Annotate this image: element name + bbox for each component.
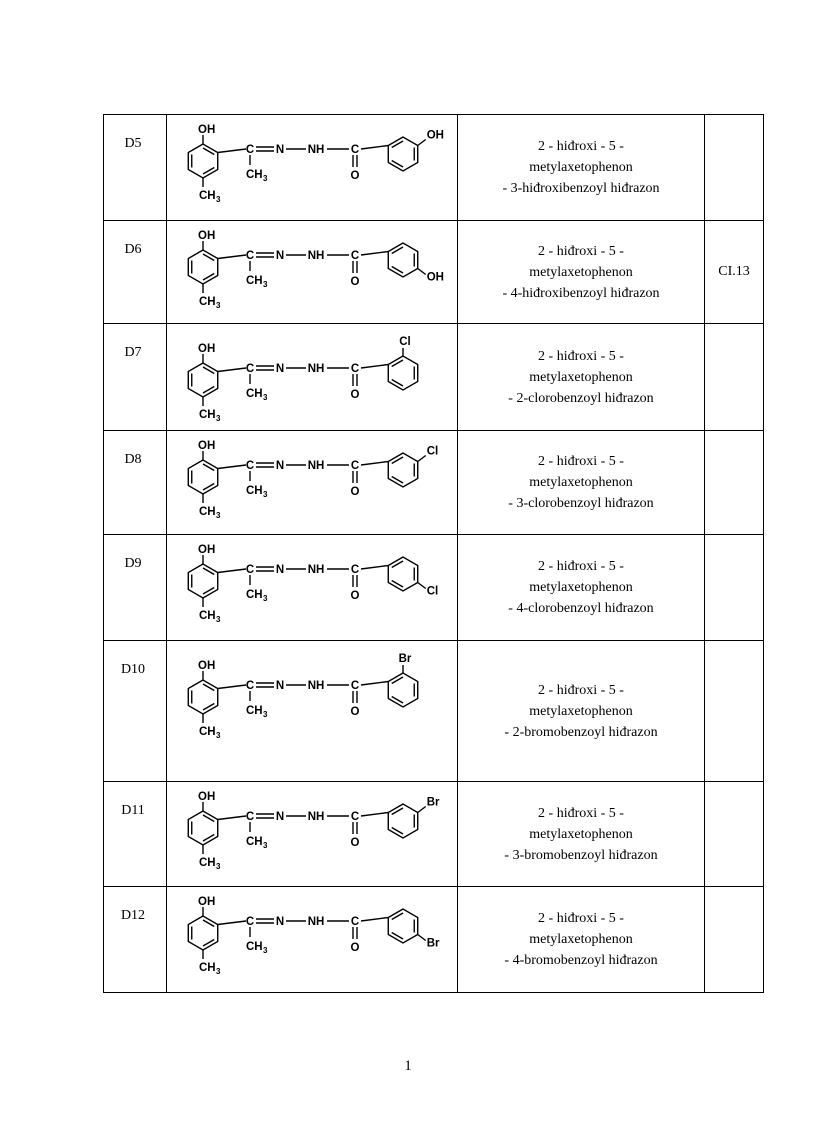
compound-code-cell xyxy=(104,221,167,324)
structure-cell xyxy=(167,782,458,887)
imine-ch3-label: CH xyxy=(246,169,263,181)
compound-code: D9 xyxy=(124,556,142,571)
imine-carbon: C xyxy=(245,680,255,692)
ch3-label: CH xyxy=(199,962,216,974)
carbonyl-carbon: C xyxy=(350,144,360,156)
nh-label: NH xyxy=(307,460,325,472)
nitrogen-label: N xyxy=(275,460,285,472)
note-text: CI.13 xyxy=(718,264,750,279)
oh-label: OH xyxy=(198,660,216,672)
compound-row-d9 xyxy=(104,535,764,641)
benzoyl-ring xyxy=(388,909,417,943)
nh-label: NH xyxy=(307,144,325,156)
ch3-label: CH xyxy=(199,857,216,869)
compound-name-cell xyxy=(458,221,705,324)
compound-name-cell xyxy=(458,641,705,782)
ch3-subscript: 3 xyxy=(216,731,221,740)
nitrogen-label: N xyxy=(275,811,285,823)
structure-cell xyxy=(167,324,458,431)
compound-name-line-2: metylaxetophenon xyxy=(529,475,633,490)
substituent-label: OH xyxy=(426,271,444,284)
compound-name-line-3: - 3-bromobenzoyl hiđrazon xyxy=(504,847,658,863)
imine-ch3-subscript: 3 xyxy=(263,280,268,289)
carbonyl-oxygen: O xyxy=(350,590,360,602)
substituent-label: Br xyxy=(398,653,412,665)
structure-d8 xyxy=(173,431,457,533)
compound-row-d8 xyxy=(104,431,764,535)
structure-d6 xyxy=(173,221,457,322)
compound-row-d7 xyxy=(104,324,764,431)
compound-name-line-2: metylaxetophenon xyxy=(529,264,633,280)
compound-code-cell xyxy=(104,782,167,887)
structure-d9 xyxy=(173,535,457,639)
benzoyl-ring xyxy=(388,673,417,707)
nh-label: NH xyxy=(307,680,325,692)
compound-name-line-1: 2 - hiđroxi - 5 - xyxy=(538,243,624,259)
note-cell xyxy=(705,324,764,431)
ch3-label: CH xyxy=(199,726,216,738)
structure-group xyxy=(188,230,444,310)
substituent-label: Cl xyxy=(399,336,411,348)
substituent-bond xyxy=(418,456,426,462)
phenol-ring xyxy=(188,564,217,598)
compound-code: D11 xyxy=(121,803,145,818)
compound-name-line-1: 2 - hiđroxi - 5 - xyxy=(538,348,624,364)
ring-to-c-bond xyxy=(218,465,246,469)
compound-name-line-1: 2 - hiđroxi - 5 - xyxy=(538,454,624,469)
compound-code: D10 xyxy=(120,662,146,677)
carbonyl-carbon: C xyxy=(350,250,360,262)
compound-name-cell xyxy=(458,535,705,641)
compound-name-line-3: - 3-hiđroxibenzoyl hiđrazon xyxy=(502,181,660,196)
c-to-ring-bond xyxy=(361,813,388,817)
nh-label: NH xyxy=(307,564,325,576)
structure-cell xyxy=(167,221,458,324)
compound-name-line-3: - 2-clorobenzoyl hiđrazon xyxy=(508,390,654,406)
structure-cell xyxy=(167,887,458,993)
ring-to-c-bond xyxy=(218,685,246,689)
imine-carbon: C xyxy=(245,916,255,928)
compound-name-cell xyxy=(458,115,705,221)
carbonyl-oxygen: O xyxy=(350,389,360,401)
imine-ch3-subscript: 3 xyxy=(263,946,268,955)
compound-code-cell xyxy=(104,431,167,535)
compound-name-line-2: metylaxetophenon xyxy=(529,580,633,595)
imine-carbon: C xyxy=(245,363,255,375)
ring-to-c-bond xyxy=(218,921,246,925)
note-cell xyxy=(705,221,764,324)
oh-label: OH xyxy=(198,343,216,355)
benzoyl-ring xyxy=(388,243,417,277)
substituent-bond xyxy=(418,269,426,275)
oh-label: OH xyxy=(198,791,216,803)
substituent-label: Br xyxy=(426,796,440,809)
imine-ch3-subscript: 3 xyxy=(263,594,268,603)
carbonyl-carbon: C xyxy=(350,811,360,823)
phenol-ring xyxy=(188,680,217,714)
ring-to-c-bond xyxy=(218,149,246,153)
carbonyl-oxygen: O xyxy=(350,276,360,288)
compound-code: D5 xyxy=(124,136,142,151)
ch3-label: CH xyxy=(199,610,216,622)
ring-to-c-bond xyxy=(218,255,246,259)
benzoyl-ring xyxy=(388,453,417,487)
carbonyl-carbon: C xyxy=(350,680,360,692)
carbonyl-carbon: C xyxy=(350,916,360,928)
imine-ch3-label: CH xyxy=(246,589,263,601)
ch3-subscript: 3 xyxy=(216,862,221,871)
c-to-ring-bond xyxy=(361,918,388,922)
compound-name-line-2: metylaxetophenon xyxy=(529,369,633,385)
substituent-label: OH xyxy=(426,129,444,142)
compound-code-cell xyxy=(104,887,167,993)
compound-name-line-3: - 4-clorobenzoyl hiđrazon xyxy=(508,601,654,616)
structure-group xyxy=(188,336,417,423)
ch3-label: CH xyxy=(199,409,216,421)
c-to-ring-bond xyxy=(361,462,388,466)
oh-label: OH xyxy=(198,440,216,452)
benzoyl-ring xyxy=(388,137,417,171)
oh-label: OH xyxy=(198,896,216,908)
nitrogen-label: N xyxy=(275,680,285,692)
nitrogen-label: N xyxy=(275,363,285,375)
ch3-subscript: 3 xyxy=(216,301,221,310)
benzoyl-ring xyxy=(388,557,417,591)
phenol-ring xyxy=(188,460,217,494)
compound-name-cell xyxy=(458,324,705,431)
compound-code: D12 xyxy=(120,908,146,923)
nh-label: NH xyxy=(307,250,325,262)
imine-carbon: C xyxy=(245,144,255,156)
note-cell xyxy=(705,431,764,535)
compound-name-line-3: - 4-hiđroxibenzoyl hiđrazon xyxy=(502,285,660,301)
imine-ch3-label: CH xyxy=(246,275,263,287)
ch3-label: CH xyxy=(199,190,216,202)
compound-row-d10 xyxy=(104,641,764,782)
imine-carbon: C xyxy=(245,811,255,823)
compound-name-line-2: metylaxetophenon xyxy=(529,826,633,842)
compound-row-d5 xyxy=(104,115,764,221)
nitrogen-label: N xyxy=(275,564,285,576)
ch3-subscript: 3 xyxy=(216,511,221,520)
c-to-ring-bond xyxy=(361,252,388,256)
carbonyl-oxygen: O xyxy=(350,706,360,718)
compound-table xyxy=(103,114,764,993)
structure-d12 xyxy=(173,887,457,991)
benzoyl-ring xyxy=(388,804,417,838)
phenol-ring xyxy=(188,144,217,178)
phenol-ring xyxy=(188,363,217,397)
ch3-label: CH xyxy=(199,296,216,308)
compound-row-d6 xyxy=(104,221,764,324)
structure-group xyxy=(188,124,444,204)
phenol-ring xyxy=(188,811,217,845)
ring-to-c-bond xyxy=(218,569,246,573)
compound-name-line-2: metylaxetophenon xyxy=(529,932,633,947)
nitrogen-label: N xyxy=(275,144,285,156)
compound-code: D6 xyxy=(124,242,142,257)
structure-group xyxy=(188,653,417,740)
carbonyl-oxygen: O xyxy=(350,170,360,182)
carbonyl-carbon: C xyxy=(350,363,360,375)
note-cell xyxy=(705,782,764,887)
oh-label: OH xyxy=(198,124,216,136)
carbonyl-oxygen: O xyxy=(350,942,360,954)
imine-ch3-subscript: 3 xyxy=(263,841,268,850)
imine-ch3-subscript: 3 xyxy=(263,174,268,183)
imine-carbon: C xyxy=(245,564,255,576)
nh-label: NH xyxy=(307,363,325,375)
imine-carbon: C xyxy=(245,460,255,472)
c-to-ring-bond xyxy=(361,146,388,150)
compound-code: D7 xyxy=(124,345,142,360)
benzoyl-ring xyxy=(388,356,417,390)
compound-name-line-3: - 2-bromobenzoyl hiđrazon xyxy=(504,724,658,740)
note-cell xyxy=(705,115,764,221)
imine-ch3-label: CH xyxy=(246,388,263,400)
compound-name-line-3: - 4-bromobenzoyl hiđrazon xyxy=(504,953,658,968)
ch3-subscript: 3 xyxy=(216,414,221,423)
compound-name-line-1: 2 - hiđroxi - 5 - xyxy=(538,805,624,821)
c-to-ring-bond xyxy=(361,682,388,686)
substituent-bond xyxy=(418,807,426,813)
imine-ch3-label: CH xyxy=(246,485,263,497)
phenol-ring xyxy=(188,250,217,284)
compound-row-d12 xyxy=(104,887,764,993)
substituent-label: Cl xyxy=(426,585,439,598)
oh-label: OH xyxy=(198,544,216,556)
ring-to-c-bond xyxy=(218,816,246,820)
substituent-bond xyxy=(418,583,426,589)
structure-group xyxy=(188,440,438,520)
compound-name-line-2: metylaxetophenon xyxy=(529,703,633,719)
imine-carbon: C xyxy=(245,250,255,262)
nitrogen-label: N xyxy=(275,916,285,928)
compound-name-line-1: 2 - hiđroxi - 5 - xyxy=(538,559,624,574)
structure-d7 xyxy=(173,324,457,429)
structure-cell xyxy=(167,535,458,641)
c-to-ring-bond xyxy=(361,365,388,369)
imine-ch3-subscript: 3 xyxy=(263,710,268,719)
note-cell xyxy=(705,887,764,993)
oh-label: OH xyxy=(198,230,216,242)
ch3-subscript: 3 xyxy=(216,967,221,976)
nitrogen-label: N xyxy=(275,250,285,262)
compound-name-cell xyxy=(458,782,705,887)
ch3-label: CH xyxy=(199,506,216,518)
imine-ch3-label: CH xyxy=(246,836,263,848)
structure-d10 xyxy=(173,641,457,780)
substituent-label: Cl xyxy=(426,445,439,458)
nh-label: NH xyxy=(307,811,325,823)
compound-code-cell xyxy=(104,324,167,431)
structure-cell xyxy=(167,431,458,535)
compound-name-line-2: metylaxetophenon xyxy=(529,160,633,175)
compound-name-line-3: - 3-clorobenzoyl hiđrazon xyxy=(508,496,654,511)
ch3-subscript: 3 xyxy=(216,195,221,204)
phenol-ring xyxy=(188,916,217,950)
compound-code-cell xyxy=(104,641,167,782)
nh-label: NH xyxy=(307,916,325,928)
note-cell xyxy=(705,535,764,641)
compound-name-line-1: 2 - hiđroxi - 5 - xyxy=(538,911,624,926)
compound-name-cell xyxy=(458,431,705,535)
structure-group xyxy=(188,791,440,871)
structure-group xyxy=(188,544,438,624)
structure-d5 xyxy=(173,115,457,219)
carbonyl-oxygen: O xyxy=(350,837,360,849)
page-number: 1 xyxy=(404,1058,412,1074)
imine-ch3-subscript: 3 xyxy=(263,490,268,499)
ch3-subscript: 3 xyxy=(216,615,221,624)
carbonyl-oxygen: O xyxy=(350,486,360,498)
compound-row-d11 xyxy=(104,782,764,887)
structure-group xyxy=(188,896,440,976)
compound-code-cell xyxy=(104,115,167,221)
imine-ch3-label: CH xyxy=(246,705,263,717)
imine-ch3-label: CH xyxy=(246,941,263,953)
compound-code-cell xyxy=(104,535,167,641)
compound-code: D8 xyxy=(124,452,142,467)
substituent-bond xyxy=(418,140,426,146)
substituent-label: Br xyxy=(426,937,440,950)
note-cell xyxy=(705,641,764,782)
structure-d11 xyxy=(173,782,457,885)
c-to-ring-bond xyxy=(361,566,388,570)
imine-ch3-subscript: 3 xyxy=(263,393,268,402)
compound-name-cell xyxy=(458,887,705,993)
compound-name-line-1: 2 - hiđroxi - 5 - xyxy=(538,139,624,154)
substituent-bond xyxy=(418,935,426,941)
structure-cell xyxy=(167,641,458,782)
compound-name-line-1: 2 - hiđroxi - 5 - xyxy=(538,682,624,698)
carbonyl-carbon: C xyxy=(350,564,360,576)
ring-to-c-bond xyxy=(218,368,246,372)
structure-cell xyxy=(167,115,458,221)
carbonyl-carbon: C xyxy=(350,460,360,472)
